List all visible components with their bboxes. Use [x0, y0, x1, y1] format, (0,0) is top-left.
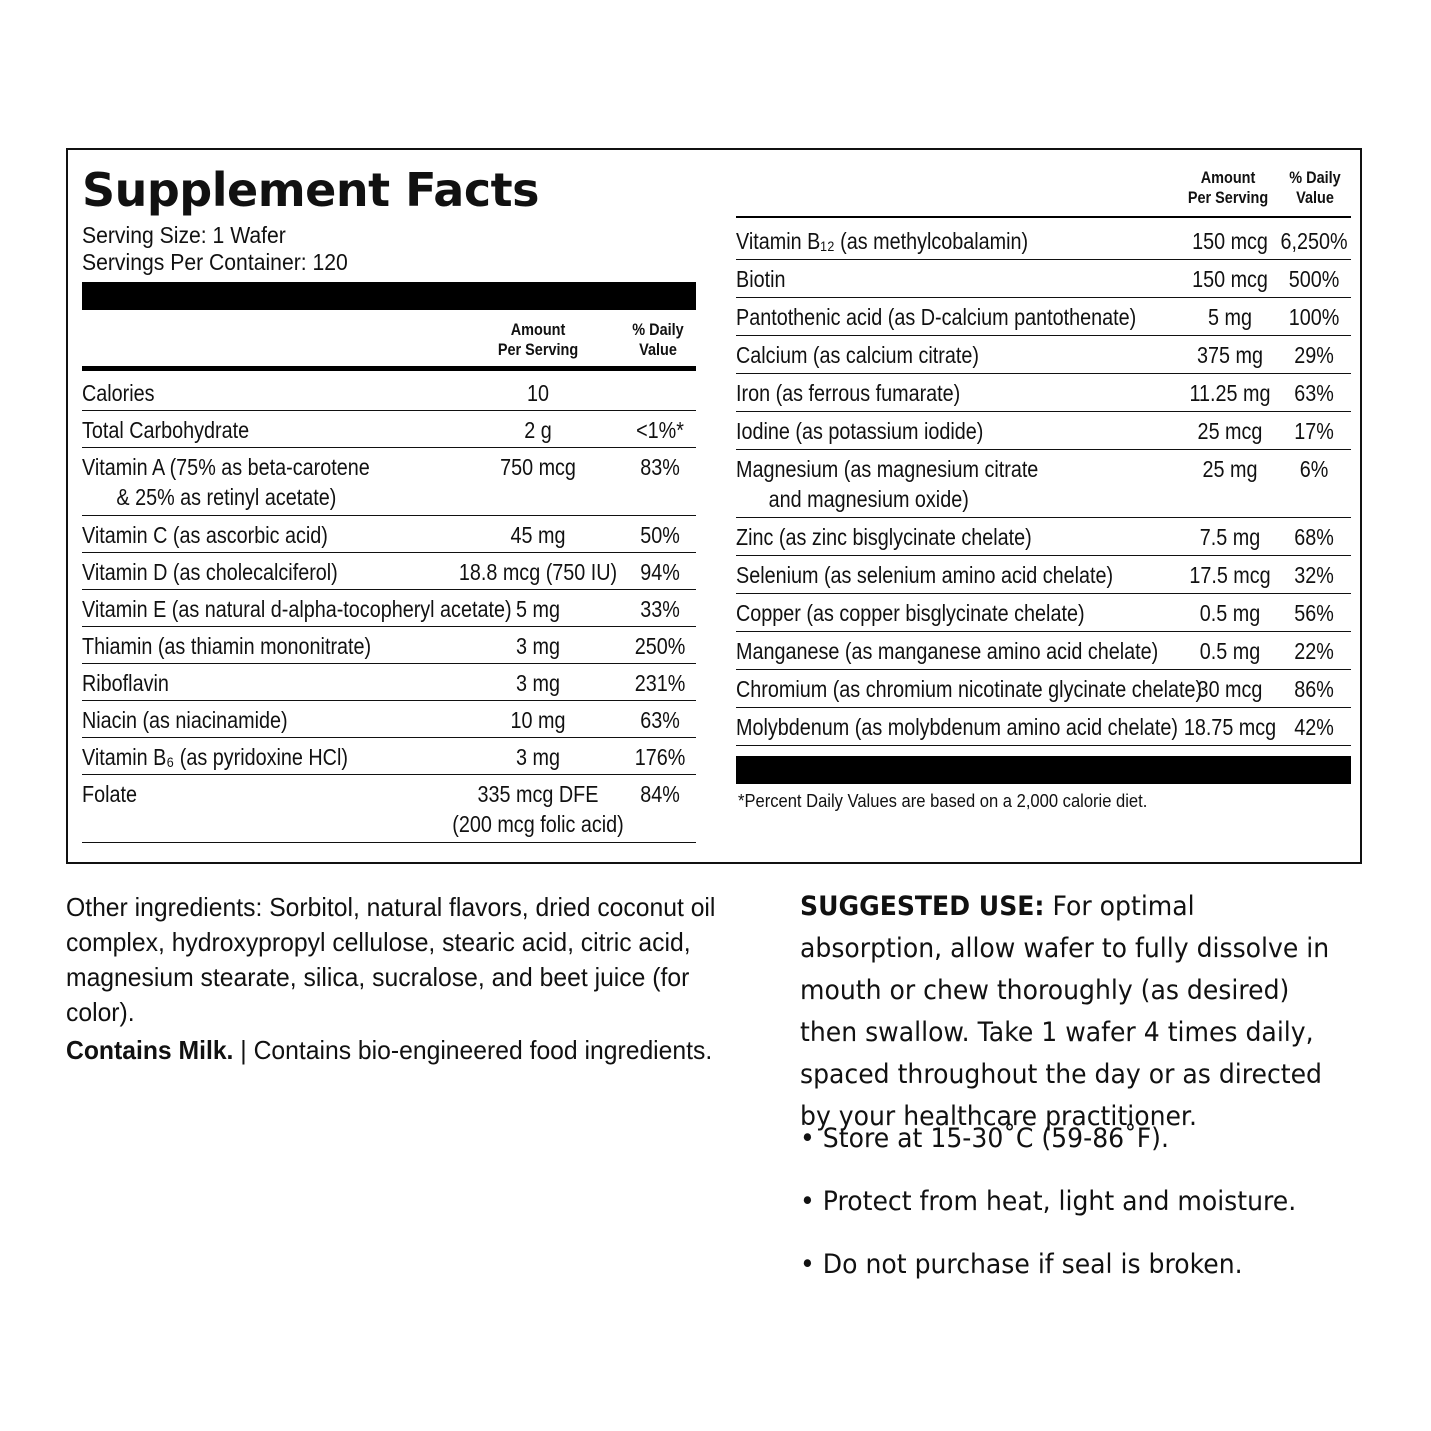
- left-header-dv: % Daily Value: [632, 320, 684, 359]
- nutrient-name: Vitamin B₁₂ (as methylcobalamin): [736, 228, 1029, 254]
- right-thick-bar: [736, 756, 1351, 784]
- table-row: [736, 708, 1351, 746]
- right-header-rule: [736, 216, 1351, 218]
- nutrient-name: Manganese (as manganese amino acid chelate): [736, 638, 1159, 664]
- nutrient-amount: 11.25 mg: [1189, 380, 1271, 406]
- daily-value-footnote: *Percent Daily Values are based on a 2,000 calorie diet.: [738, 791, 1148, 811]
- contains-milk: Contains Milk.: [66, 1035, 234, 1065]
- nutrient-daily-value: 33%: [640, 596, 680, 622]
- nutrient-amount: 10: [526, 380, 550, 406]
- table-row: [736, 336, 1351, 374]
- table-row: [736, 412, 1351, 450]
- nutrient-daily-value: 32%: [1294, 562, 1334, 588]
- right-header-dv: % Daily Value: [1289, 168, 1341, 207]
- table-row: [82, 553, 696, 590]
- nutrient-name: Iodine (as potassium iodide): [736, 418, 984, 444]
- nutrient-daily-value: 176%: [634, 744, 686, 770]
- nutrient-amount: 3 mg: [516, 744, 560, 770]
- servings-per-container: Servings Per Container: 120: [82, 249, 348, 275]
- supplement-facts-panel: [66, 148, 1362, 864]
- nutrient-name: Calories: [82, 380, 155, 406]
- left-thick-bar: [82, 282, 696, 310]
- nutrient-name: Biotin: [736, 266, 786, 292]
- protect-bullet: • Protect from heat, light and moisture.: [800, 1186, 1297, 1217]
- suggested-use: [800, 886, 1339, 1138]
- nutrient-name: Niacin (as niacinamide): [82, 707, 288, 733]
- nutrient-daily-value: 250%: [634, 633, 686, 659]
- nutrient-daily-value: 42%: [1294, 714, 1334, 740]
- table-row: [82, 701, 696, 738]
- nutrient-daily-value: 68%: [1294, 524, 1334, 550]
- table-row: [736, 518, 1351, 556]
- other-ingredients: Other ingredients: Sorbitol, natural flavors, dried coconut oil complex, hydroxypropyl cellulose, stearic acid, citric acid, magnesium stearate, silica, sucralose, and beet juice (for color).: [66, 892, 716, 1027]
- serving-size: Serving Size: 1 Wafer: [82, 222, 286, 248]
- nutrient-daily-value: 86%: [1294, 676, 1334, 702]
- nutrient-daily-value: 29%: [1294, 342, 1334, 368]
- table-row: [82, 738, 696, 775]
- nutrient-name: Iron (as ferrous fumarate): [736, 380, 961, 406]
- nutrient-amount: 0.5 mg: [1199, 600, 1261, 626]
- nutrient-name: Folate: [82, 781, 137, 807]
- serving-info: [82, 222, 348, 276]
- nutrient-name: Vitamin B₆ (as pyridoxine HCl): [82, 744, 348, 770]
- nutrient-daily-value: 84%: [640, 781, 680, 807]
- nutrient-daily-value: 231%: [634, 670, 686, 696]
- nutrient-amount: 5 mg: [1208, 304, 1252, 330]
- nutrient-amount: 18.8 mcg (750 IU): [458, 559, 618, 585]
- nutrient-name: Vitamin E (as natural d-alpha-tocopheryl acetate): [82, 596, 512, 622]
- table-row: [736, 556, 1351, 594]
- nutrient-amount: 25 mg: [1202, 456, 1258, 482]
- table-row: [736, 450, 1351, 518]
- nutrient-amount: 0.5 mg: [1199, 638, 1261, 664]
- nutrient-daily-value: 63%: [1294, 380, 1334, 406]
- nutrient-amount: 150 mcg: [1192, 266, 1268, 292]
- nutrient-daily-value: 50%: [640, 522, 680, 548]
- table-row: [736, 594, 1351, 632]
- nutrient-daily-value: 100%: [1288, 304, 1340, 330]
- table-row: [82, 627, 696, 664]
- nutrient-name: Copper (as copper bisglycinate chelate): [736, 600, 1085, 626]
- table-row: [82, 448, 696, 516]
- storage-bullet: • Store at 15-30˚C (59-86˚F).: [800, 1123, 1169, 1154]
- nutrient-amount: 45 mg: [510, 522, 566, 548]
- table-row: [736, 632, 1351, 670]
- nutrient-amount: 2 g: [524, 417, 552, 443]
- table-row: [82, 374, 696, 411]
- nutrient-amount: 375 mg: [1197, 342, 1263, 368]
- nutrient-amount: 750 mcg: [500, 454, 576, 480]
- table-row: [82, 590, 696, 627]
- table-row: [736, 298, 1351, 336]
- nutrient-name: Molybdenum (as molybdenum amino acid chelate): [736, 714, 1178, 740]
- allergen-statement: [66, 1033, 712, 1068]
- nutrient-name: Zinc (as zinc bisglycinate chelate): [736, 524, 1032, 550]
- left-header-rule: [82, 366, 696, 371]
- table-row: [82, 411, 696, 448]
- nutrient-amount: 5 mg: [516, 596, 560, 622]
- table-row: [736, 374, 1351, 412]
- table-row: [82, 664, 696, 701]
- table-row: [82, 516, 696, 553]
- nutrient-daily-value: 500%: [1288, 266, 1340, 292]
- nutrient-amount: 3 mg: [516, 670, 560, 696]
- left-header-amount: Amount Per Serving: [497, 320, 579, 359]
- nutrient-amount: 18.75 mcg: [1183, 714, 1277, 740]
- facts-title: Supplement Facts: [82, 163, 539, 217]
- nutrient-name: Vitamin A (75% as beta-carotene & 25% as retinyl acetate): [82, 454, 370, 510]
- nutrient-name: Vitamin D (as cholecalciferol): [82, 559, 338, 585]
- nutrient-amount: 30 mcg: [1197, 676, 1263, 702]
- suggested-use-label: SUGGESTED USE:: [800, 891, 1045, 922]
- nutrient-daily-value: <1%*: [636, 417, 684, 443]
- nutrient-daily-value: 94%: [640, 559, 680, 585]
- nutrient-amount: 10 mg: [510, 707, 566, 733]
- nutrient-name: Calcium (as calcium citrate): [736, 342, 979, 368]
- nutrient-daily-value: 63%: [640, 707, 680, 733]
- nutrient-amount: 17.5 mcg: [1189, 562, 1271, 588]
- nutrient-daily-value: 22%: [1294, 638, 1334, 664]
- nutrient-daily-value: 56%: [1294, 600, 1334, 626]
- table-row: [736, 260, 1351, 298]
- nutrient-amount: 7.5 mg: [1199, 524, 1261, 550]
- nutrient-name: Pantothenic acid (as D-calcium pantothenate): [736, 304, 1137, 330]
- table-row: [736, 670, 1351, 708]
- nutrient-daily-value: 17%: [1294, 418, 1334, 444]
- suggested-use-text: For optimal absorption, allow wafer to fully dissolve in mouth or chew thoroughly (as desired) then swallow. Take 1 wafer 4 times daily, spaced throughout the day or as directed by your healthcare practitioner.: [800, 891, 1330, 1132]
- nutrient-name: Chromium (as chromium nicotinate glycinate chelate): [736, 676, 1203, 702]
- nutrient-daily-value: 6,250%: [1280, 228, 1348, 254]
- nutrient-name: Selenium (as selenium amino acid chelate): [736, 562, 1114, 588]
- nutrient-name: Total Carbohydrate: [82, 417, 250, 443]
- nutrient-name: Vitamin C (as ascorbic acid): [82, 522, 328, 548]
- bioengineered-note: | Contains bio-engineered food ingredients.: [233, 1035, 713, 1065]
- nutrient-name: Thiamin (as thiamin mononitrate): [82, 633, 372, 659]
- nutrient-daily-value: 6%: [1299, 456, 1329, 482]
- right-header-amount: Amount Per Serving: [1187, 168, 1269, 207]
- nutrient-daily-value: 83%: [640, 454, 680, 480]
- nutrient-amount: 3 mg: [516, 633, 560, 659]
- table-row: [82, 775, 696, 843]
- table-row: [736, 222, 1351, 260]
- seal-bullet: • Do not purchase if seal is broken.: [800, 1249, 1243, 1280]
- nutrient-name: Magnesium (as magnesium citrate and magnesium oxide): [736, 456, 1039, 512]
- nutrient-amount: 25 mcg: [1197, 418, 1263, 444]
- nutrient-amount: 335 mcg DFE (200 mcg folic acid): [452, 781, 624, 837]
- nutrient-amount: 150 mcg: [1192, 228, 1268, 254]
- nutrient-name: Riboflavin: [82, 670, 169, 696]
